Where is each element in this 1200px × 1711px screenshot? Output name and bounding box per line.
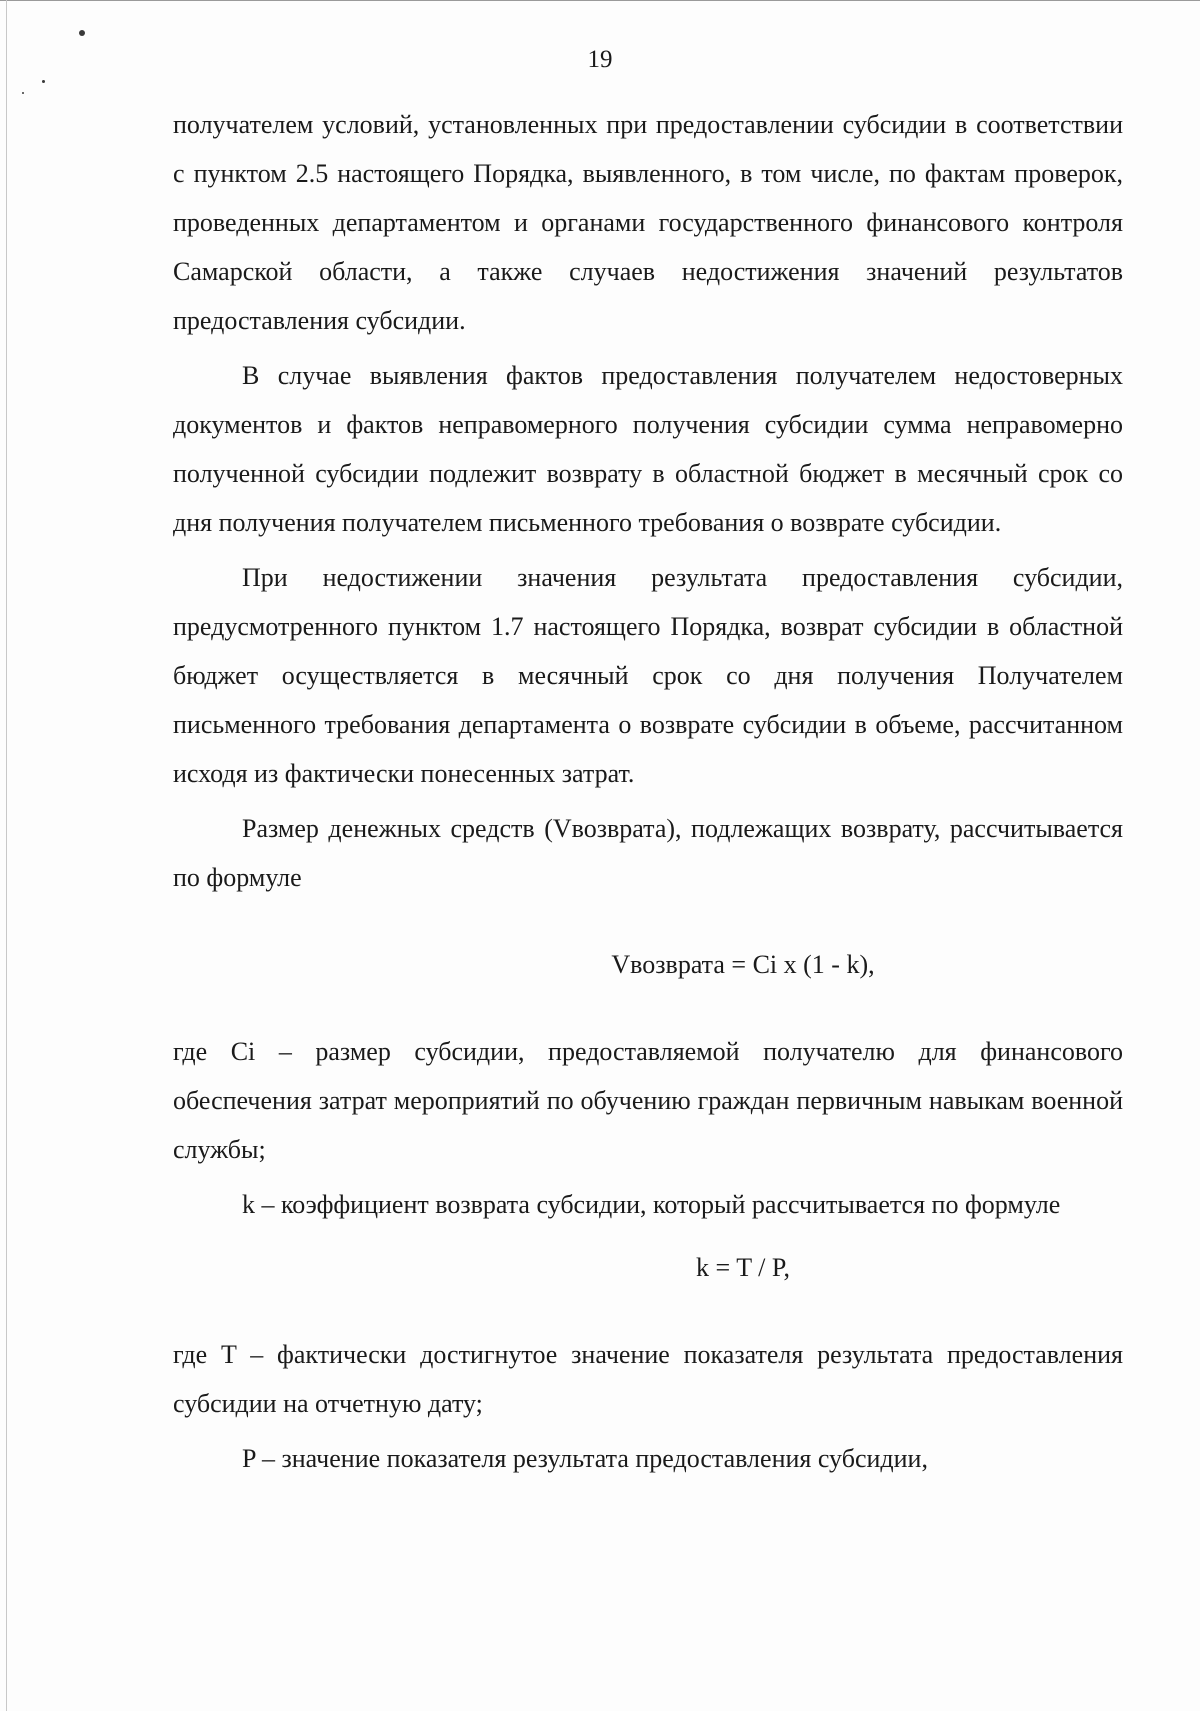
definition-p: P – значение показателя результата предоставления субсидии, [242, 1444, 928, 1473]
page-number: 19 [587, 46, 613, 73]
paragraph-refund-nonachievement: При недостижении значения результата предоставления субсидии, предусмотренного пунктом 1.7 настоящего Порядка, возврат субсидии в областной бюджет осуществляется в месячный срок со дня получения Получателем письменного требования департамента о возврате субсидии в объеме, рассчитанном исходя из фактически понесенных затрат. [173, 563, 1123, 788]
definition-k: k – коэффициент возврата субсидии, который рассчитывается по формуле [242, 1190, 1061, 1219]
scan-speck [42, 80, 45, 83]
scan-edge-left [6, 0, 7, 1711]
formula-refund: Vвозврата = Ci x (1 - k), [611, 950, 875, 979]
paragraph-continuation: получателем условий, установленных при предоставлении субсидии в соответствии с пунктом 2.5 настоящего Порядка, выявленного, в том числе, по фактам проверок, проведенных департаментом и органами государственного финансового контроля Самарской области, а также случаев недостижения значений результатов предоставления субсидии. [173, 110, 1123, 335]
paragraph-refund-unreliable: В случае выявления фактов предоставления получателем недостоверных документов и фактов неправомерного получения субсидии сумма неправомерно полученной субсидии подлежит возврату в областной бюджет в месячный срок со дня получения получателем письменного требования о возврате субсидии. [173, 361, 1123, 537]
definition-t: где T – фактически достигнутое значение показателя результата предоставления субсидии на отчетную дату; [173, 1340, 1123, 1418]
definition-ci: где Ci – размер субсидии, предоставляемой получателю для финансового обеспечения затрат мероприятий по обучению граждан первичным навыкам военной службы; [173, 1037, 1123, 1164]
scan-speck [22, 92, 24, 94]
formula-k: k = T / P, [696, 1253, 790, 1282]
document-body [173, 100, 1123, 1483]
scan-speck [79, 30, 85, 36]
paragraph-refund-amount: Размер денежных средств (Vвозврата), подлежащих возврату, рассчитывается по формуле [173, 814, 1123, 892]
scan-edge-top [0, 0, 1200, 1]
